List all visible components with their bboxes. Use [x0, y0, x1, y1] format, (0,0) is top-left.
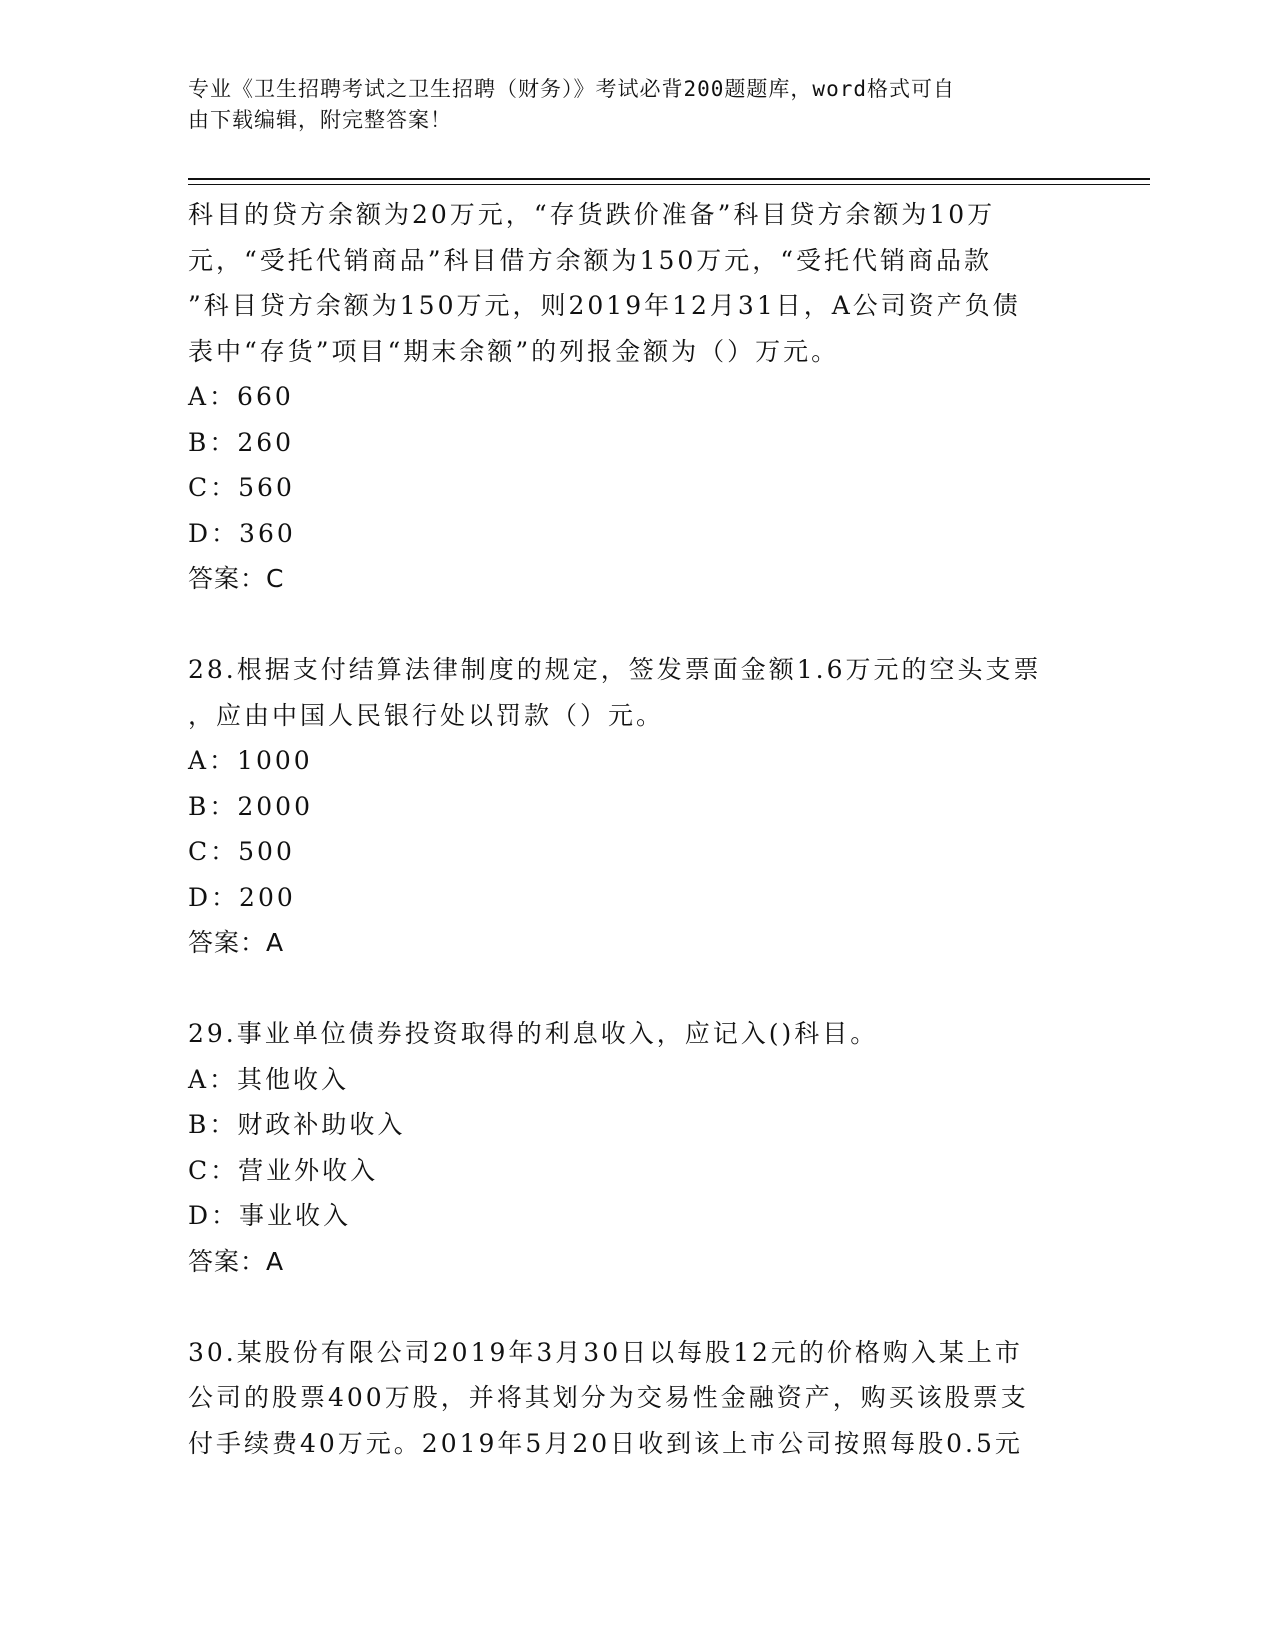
option-a: A：其他收入 [188, 1064, 350, 1094]
answer-label: 答案：A [188, 1246, 285, 1276]
option-c: C：营业外收入 [188, 1155, 379, 1185]
question-text-line: 表中“存货”项目“期末余额”的列报金额为（）万元。 [188, 336, 840, 366]
header-line-1: 专业《卫生招聘考试之卫生招聘（财务）》考试必背200题题库，word格式可自 [188, 77, 955, 101]
answer-label: 答案：C [188, 564, 285, 593]
option-c: C：500 [188, 837, 295, 866]
header-rule-thick [188, 178, 1150, 180]
question-29 [188, 1011, 1088, 1284]
question-text-line: ”科目贷方余额为150万元，则2019年12月31日，A公司资产负债 [188, 291, 1021, 320]
option-b: B：260 [188, 427, 295, 457]
option-d: D：事业收入 [188, 1201, 352, 1230]
question-text-line: ，应由中国人民银行处以罚款（）元。 [188, 700, 665, 730]
header-line-2: 由下载编辑，附完整答案！ [188, 108, 452, 132]
option-a: A：660 [188, 382, 294, 411]
header-rule-thin [188, 184, 1150, 185]
question-27-continued [188, 192, 1088, 602]
document-header [188, 74, 1068, 136]
question-text-line: 公司的股票400万股，并将其划分为交易性金融资产，购买该股票支 [188, 1383, 1029, 1412]
question-text-line: 科目的贷方余额为20万元，“存货跌价准备”科目贷方余额为10万 [188, 200, 996, 229]
option-b: B：2000 [188, 791, 313, 821]
option-d: D：200 [188, 882, 296, 912]
question-list [188, 192, 1088, 1466]
option-a: A：1000 [188, 746, 313, 775]
option-c: C：560 [188, 473, 295, 502]
spacer [188, 966, 1088, 1012]
question-28 [188, 647, 1088, 966]
question-text-line: 付手续费40万元。2019年5月20日收到该上市公司按照每股0.5元 [188, 1428, 1023, 1458]
question-text-line: 元，“受托代销商品”科目借方余额为150万元，“受托代销商品款 [188, 245, 993, 275]
question-text-line: 30.某股份有限公司2019年3月30日以每股12元的价格购入某上市 [188, 1337, 1023, 1367]
spacer [188, 602, 1088, 648]
question-text-line: 29.事业单位债券投资取得的利息收入，应记入()科目。 [188, 1019, 879, 1048]
question-30 [188, 1330, 1088, 1467]
option-b: B：财政补助收入 [188, 1110, 406, 1139]
spacer [188, 1284, 1088, 1330]
question-text-line: 28.根据支付结算法律制度的规定，签发票面金额1.6万元的空头支票 [188, 655, 1042, 684]
option-d: D：360 [188, 518, 296, 548]
answer-label: 答案：A [188, 928, 285, 957]
